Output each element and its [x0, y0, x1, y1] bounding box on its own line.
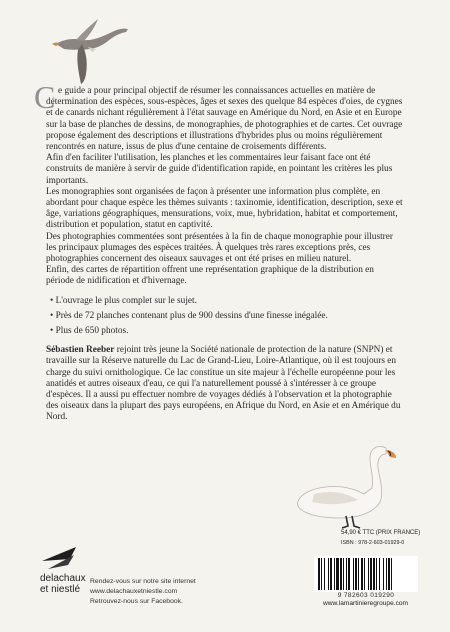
publisher-name-line2: et niestlé	[40, 583, 81, 595]
paragraph-intro: e guide a pour principal objectif de résumer les connaissances actuelles en matière de détermination des espèces, sous-espèces, âges et sexes des quelque 84 espèces d'oies, de cygnes et de canards nichant régulièrement à l'état sauvage en Amérique du Nord, en Asie et en Europe sur la base de planches de dessins, de monographies, de photographies et de cartes. Cet ouvrage propose également des descriptions et illustrations d'hybrides plus ou moins régulièrement rencontrés en nature, issus de plus d'une centaine de croisements différents.	[46, 86, 403, 153]
swan-illustration	[290, 438, 410, 530]
feature-list	[50, 296, 404, 338]
feature-item: • L'ouvrage le plus complet sur le sujet.	[50, 295, 197, 306]
group-website: www.lamartinieregroupe.com	[323, 600, 409, 607]
price: 54,90 € TTC (PRIX FRANCE)	[341, 530, 421, 536]
flying-goose-illustration	[48, 14, 130, 84]
feature-item: • Plus de 650 photos.	[50, 326, 129, 337]
barcode-icon	[314, 556, 418, 592]
publisher-facebook: Retrouvez-nous sur Facebook.	[90, 598, 183, 605]
author-name: Sébastien Reeber	[46, 345, 115, 356]
description-text	[46, 86, 404, 424]
publisher-website-intro: Rendez-vous sur notre site internet	[90, 578, 196, 585]
isbn: ISBN : 978-2-603-01929-0	[341, 540, 405, 546]
author-bio	[46, 345, 404, 423]
author-bio-text: rejoint très jeune la Société nationale de protection de la nature (SNPN) et travaille sur la Réserve naturelle du Lac de Grand-Lieu, Loire-Atlantique, où il est toujours en charge du suivi ornithologique. Ce lac constitue un site majeur à l'échelle européenne pour les anatidés et autres oiseaux d'eau, ce qui l'a naturellement poussé à s'intéresser à ce groupe d'espèces. Il a aussi pu effectuer nombre de voyages dédiés à l'observation et la photographie des oiseaux dans la plupart des pays européens, en Afrique du Nord, en Asie et en Amérique du Nord.	[46, 345, 401, 423]
barcode-number: 9 782603 019290	[337, 592, 395, 599]
publisher-logo-text	[40, 574, 86, 595]
drop-cap: C	[34, 79, 56, 115]
publisher-name-line1: delachaux	[40, 573, 86, 584]
paragraph-usage: Afin d'en faciliter l'utilisation, les planches et les commentaires leur faisant face ont été construits de manière à servir de guide d'identification rapide, en pointant les critères les plus importants.	[46, 153, 393, 186]
paragraph-photos: Des photographies commentées sont présentées à la fin de chaque monographie pour illustrer les principaux plumages des espèces traitées. À quelques très rares exceptions près, ces photographies concernent des oiseaux sauvages et ont été prises en milieu naturel.	[46, 231, 393, 265]
paragraph-maps: Enfin, des cartes de répartition offrent une représentation graphique de la distribution en période de nidification et d'hivernage.	[46, 265, 374, 287]
paragraph-monographs: Les monographies sont organisées de façon à présenter une information plus complète, en abordant pour chaque espèce les thèmes suivants : taxinomie, identification, description, sexe et âge, variations géographiques, mensurations, voix, mue, hybridation, habitat et comportement, distribution et population, statut en captivité.	[46, 186, 403, 231]
feature-item: • Près de 72 planches contenant plus de 900 dessins d'une finesse inégalée.	[50, 310, 328, 321]
publisher-website: www.delachauxetniestle.com	[90, 588, 178, 595]
